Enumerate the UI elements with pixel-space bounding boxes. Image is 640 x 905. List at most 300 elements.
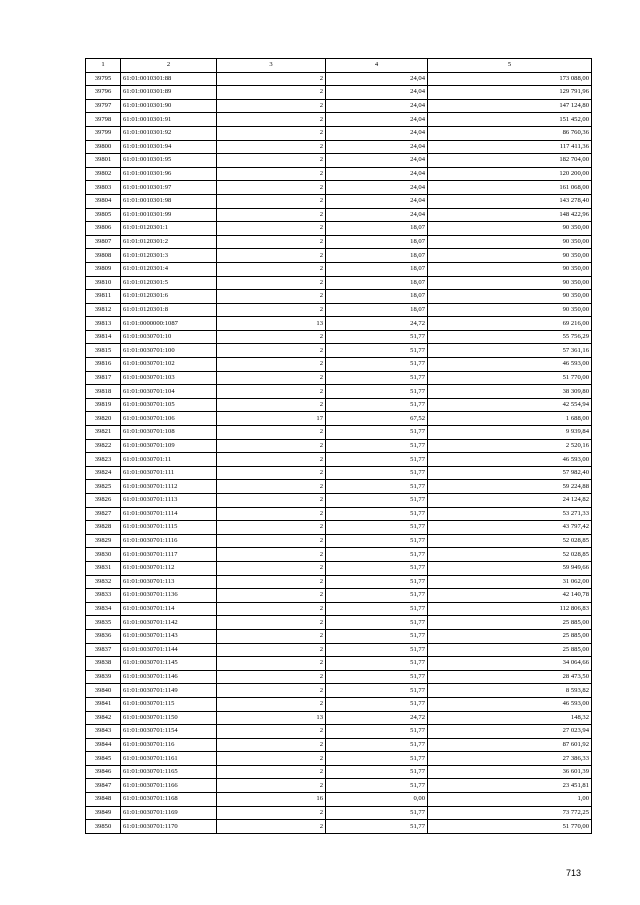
row-number-cell: 39829 [86, 534, 121, 548]
rate-cell: 51,77 [326, 494, 428, 508]
row-number-cell: 39843 [86, 725, 121, 739]
cadastral-number-cell: 61:01:0010301:94 [121, 140, 217, 154]
table-row [86, 276, 592, 290]
row-number-cell: 39801 [86, 154, 121, 168]
row-number-cell: 39811 [86, 290, 121, 304]
value-cell: 28 473,50 [428, 670, 592, 684]
cadastral-number-cell: 61:01:0030701:115 [121, 697, 217, 711]
code-cell: 2 [217, 725, 326, 739]
code-cell: 2 [217, 521, 326, 535]
cadastral-number-cell: 61:01:0030701:1149 [121, 684, 217, 698]
cadastral-number-cell: 61:01:0000000:1087 [121, 317, 217, 331]
code-cell: 2 [217, 113, 326, 127]
row-number-cell: 39816 [86, 358, 121, 372]
rate-cell: 24,04 [326, 113, 428, 127]
table-row [86, 480, 592, 494]
code-cell: 2 [217, 602, 326, 616]
cadastral-number-cell: 61:01:0010301:97 [121, 181, 217, 195]
code-cell: 2 [217, 494, 326, 508]
row-number-cell: 39814 [86, 330, 121, 344]
row-number-cell: 39834 [86, 602, 121, 616]
table-row [86, 752, 592, 766]
cadastral-number-cell: 61:01:0010301:95 [121, 154, 217, 168]
code-cell: 2 [217, 249, 326, 263]
code-cell: 2 [217, 262, 326, 276]
table-row [86, 806, 592, 820]
table-row [86, 616, 592, 630]
row-number-cell: 39835 [86, 616, 121, 630]
cadastral-number-cell: 61:01:0030701:116 [121, 738, 217, 752]
row-number-cell: 39800 [86, 140, 121, 154]
code-cell: 2 [217, 222, 326, 236]
row-number-cell: 39828 [86, 521, 121, 535]
table-row [86, 412, 592, 426]
rate-cell: 51,77 [326, 466, 428, 480]
table-row [86, 657, 592, 671]
code-cell: 2 [217, 507, 326, 521]
row-number-cell: 39838 [86, 657, 121, 671]
cadastral-number-cell: 61:01:0030701:108 [121, 426, 217, 440]
rate-cell: 51,77 [326, 344, 428, 358]
table-row [86, 697, 592, 711]
code-cell: 2 [217, 616, 326, 630]
table-row [86, 779, 592, 793]
table-row [86, 99, 592, 113]
code-cell: 2 [217, 181, 326, 195]
rate-cell: 24,04 [326, 167, 428, 181]
row-number-cell: 39848 [86, 793, 121, 807]
code-cell: 2 [217, 820, 326, 834]
value-cell: 1 688,00 [428, 412, 592, 426]
table-row [86, 317, 592, 331]
rate-cell: 24,04 [326, 181, 428, 195]
rate-cell: 51,77 [326, 521, 428, 535]
row-number-cell: 39825 [86, 480, 121, 494]
row-number-cell: 39844 [86, 738, 121, 752]
code-cell: 2 [217, 358, 326, 372]
value-cell: 57 982,40 [428, 466, 592, 480]
table-row [86, 670, 592, 684]
cadastral-number-cell: 61:01:0030701:1145 [121, 657, 217, 671]
cadastral-number-cell: 61:01:0030701:103 [121, 371, 217, 385]
rate-cell: 51,77 [326, 752, 428, 766]
table-row [86, 507, 592, 521]
cadastral-number-cell: 61:01:0120301:2 [121, 235, 217, 249]
code-cell: 13 [217, 317, 326, 331]
cadastral-number-cell: 61:01:0030701:1166 [121, 779, 217, 793]
value-cell: 148 422,96 [428, 208, 592, 222]
value-cell: 23 451,81 [428, 779, 592, 793]
cadastral-number-cell: 61:01:0030701:114 [121, 602, 217, 616]
code-cell: 2 [217, 140, 326, 154]
rate-cell: 51,77 [326, 779, 428, 793]
rate-cell: 51,77 [326, 657, 428, 671]
value-cell: 86 760,36 [428, 126, 592, 140]
rate-cell: 24,04 [326, 72, 428, 86]
row-number-cell: 39804 [86, 194, 121, 208]
value-cell: 69 216,00 [428, 317, 592, 331]
table-row [86, 765, 592, 779]
table-row [86, 140, 592, 154]
column-header-5: 5 [428, 59, 592, 73]
code-cell: 2 [217, 126, 326, 140]
code-cell: 2 [217, 276, 326, 290]
rate-cell: 51,77 [326, 358, 428, 372]
value-cell: 9 939,84 [428, 426, 592, 440]
row-number-cell: 39837 [86, 643, 121, 657]
cadastral-number-cell: 61:01:0030701:1146 [121, 670, 217, 684]
table-row [86, 235, 592, 249]
table-row [86, 426, 592, 440]
rate-cell: 51,77 [326, 453, 428, 467]
value-cell: 148,32 [428, 711, 592, 725]
table-row [86, 643, 592, 657]
code-cell: 2 [217, 385, 326, 399]
row-number-cell: 39820 [86, 412, 121, 426]
rate-cell: 51,77 [326, 602, 428, 616]
value-cell: 1,00 [428, 793, 592, 807]
rate-cell: 24,04 [326, 140, 428, 154]
value-cell: 117 411,36 [428, 140, 592, 154]
code-cell: 2 [217, 439, 326, 453]
code-cell: 2 [217, 752, 326, 766]
row-number-cell: 39826 [86, 494, 121, 508]
value-cell: 52 028,85 [428, 534, 592, 548]
code-cell: 2 [217, 290, 326, 304]
table-row [86, 262, 592, 276]
cadastral-number-cell: 61:01:0030701:1168 [121, 793, 217, 807]
code-cell: 2 [217, 344, 326, 358]
code-cell: 2 [217, 398, 326, 412]
table-row [86, 589, 592, 603]
cadastral-number-cell: 61:01:0030701:1143 [121, 629, 217, 643]
rate-cell: 51,77 [326, 426, 428, 440]
cadastral-number-cell: 61:01:0030701:113 [121, 575, 217, 589]
row-number-cell: 39809 [86, 262, 121, 276]
code-cell: 2 [217, 330, 326, 344]
value-cell: 90 350,00 [428, 276, 592, 290]
rate-cell: 24,04 [326, 126, 428, 140]
cadastral-number-cell: 61:01:0030701:1113 [121, 494, 217, 508]
code-cell: 2 [217, 86, 326, 100]
rate-cell: 51,77 [326, 697, 428, 711]
rate-cell: 67,52 [326, 412, 428, 426]
rate-cell: 51,77 [326, 616, 428, 630]
row-number-cell: 39839 [86, 670, 121, 684]
cadastral-number-cell: 61:01:0030701:105 [121, 398, 217, 412]
table-row [86, 453, 592, 467]
row-number-cell: 39836 [86, 629, 121, 643]
rate-cell: 51,77 [326, 398, 428, 412]
cadastral-number-cell: 61:01:0030701:1170 [121, 820, 217, 834]
cadastral-number-cell: 61:01:0010301:98 [121, 194, 217, 208]
rate-cell: 51,77 [326, 765, 428, 779]
rate-cell: 51,77 [326, 629, 428, 643]
table-row [86, 344, 592, 358]
table-row [86, 561, 592, 575]
rate-cell: 51,77 [326, 371, 428, 385]
table-row [86, 725, 592, 739]
page-number: 713 [566, 868, 582, 878]
table-row [86, 303, 592, 317]
table-row [86, 439, 592, 453]
code-cell: 2 [217, 684, 326, 698]
row-number-cell: 39803 [86, 181, 121, 195]
code-cell: 2 [217, 589, 326, 603]
code-cell: 2 [217, 72, 326, 86]
cadastral-number-cell: 61:01:0030701:106 [121, 412, 217, 426]
cadastral-number-cell: 61:01:0030701:11 [121, 453, 217, 467]
code-cell: 2 [217, 453, 326, 467]
cadastral-number-cell: 61:01:0010301:92 [121, 126, 217, 140]
rate-cell: 51,77 [326, 575, 428, 589]
row-number-cell: 39818 [86, 385, 121, 399]
table-row [86, 684, 592, 698]
row-number-cell: 39850 [86, 820, 121, 834]
row-number-cell: 39849 [86, 806, 121, 820]
value-cell: 90 350,00 [428, 235, 592, 249]
table-row [86, 154, 592, 168]
header-row [86, 59, 592, 73]
rate-cell: 51,77 [326, 561, 428, 575]
table-row [86, 521, 592, 535]
row-number-cell: 39819 [86, 398, 121, 412]
rate-cell: 51,77 [326, 684, 428, 698]
value-cell: 42 554,94 [428, 398, 592, 412]
rate-cell: 51,77 [326, 439, 428, 453]
table-row [86, 629, 592, 643]
code-cell: 2 [217, 194, 326, 208]
row-number-cell: 39827 [86, 507, 121, 521]
code-cell: 2 [217, 765, 326, 779]
rate-cell: 51,77 [326, 589, 428, 603]
cadastral-number-cell: 61:01:0030701:1161 [121, 752, 217, 766]
code-cell: 2 [217, 657, 326, 671]
rate-cell: 18,07 [326, 235, 428, 249]
cadastral-number-cell: 61:01:0030701:1142 [121, 616, 217, 630]
cadastral-number-cell: 61:01:0120301:5 [121, 276, 217, 290]
row-number-cell: 39797 [86, 99, 121, 113]
value-cell: 38 309,80 [428, 385, 592, 399]
code-cell: 16 [217, 793, 326, 807]
rate-cell: 24,04 [326, 86, 428, 100]
table-row [86, 738, 592, 752]
rate-cell: 24,72 [326, 711, 428, 725]
value-cell: 25 885,00 [428, 629, 592, 643]
value-cell: 52 028,85 [428, 548, 592, 562]
rate-cell: 24,04 [326, 208, 428, 222]
cadastral-number-cell: 61:01:0010301:99 [121, 208, 217, 222]
value-cell: 173 088,00 [428, 72, 592, 86]
table-row [86, 575, 592, 589]
row-number-cell: 39813 [86, 317, 121, 331]
cadastral-number-cell: 61:01:0030701:1154 [121, 725, 217, 739]
code-cell: 2 [217, 154, 326, 168]
cadastral-number-cell: 61:01:0010301:88 [121, 72, 217, 86]
value-cell: 27 386,33 [428, 752, 592, 766]
code-cell: 2 [217, 480, 326, 494]
table-row [86, 72, 592, 86]
cadastral-number-cell: 61:01:0120301:4 [121, 262, 217, 276]
value-cell: 55 756,29 [428, 330, 592, 344]
code-cell: 17 [217, 412, 326, 426]
value-cell: 46 593,00 [428, 697, 592, 711]
table-row [86, 194, 592, 208]
table-row [86, 548, 592, 562]
cadastral-number-cell: 61:01:0030701:1150 [121, 711, 217, 725]
rate-cell: 18,07 [326, 222, 428, 236]
row-number-cell: 39802 [86, 167, 121, 181]
value-cell: 182 704,00 [428, 154, 592, 168]
row-number-cell: 39810 [86, 276, 121, 290]
rate-cell: 51,77 [326, 330, 428, 344]
table-row [86, 290, 592, 304]
cadastral-number-cell: 61:01:0030701:111 [121, 466, 217, 480]
row-number-cell: 39815 [86, 344, 121, 358]
code-cell: 2 [217, 548, 326, 562]
table-row [86, 86, 592, 100]
value-cell: 90 350,00 [428, 222, 592, 236]
cadastral-number-cell: 61:01:0120301:8 [121, 303, 217, 317]
value-cell: 42 140,78 [428, 589, 592, 603]
value-cell: 34 064,66 [428, 657, 592, 671]
value-cell: 46 593,00 [428, 358, 592, 372]
table-row [86, 385, 592, 399]
row-number-cell: 39806 [86, 222, 121, 236]
rate-cell: 51,77 [326, 507, 428, 521]
rate-cell: 24,04 [326, 194, 428, 208]
code-cell: 2 [217, 779, 326, 793]
value-cell: 59 224,88 [428, 480, 592, 494]
cadastral-number-cell: 61:01:0030701:109 [121, 439, 217, 453]
table-row [86, 494, 592, 508]
row-number-cell: 39812 [86, 303, 121, 317]
data-table [85, 58, 592, 834]
row-number-cell: 39845 [86, 752, 121, 766]
value-cell: 73 772,25 [428, 806, 592, 820]
cadastral-number-cell: 61:01:0030701:10 [121, 330, 217, 344]
rate-cell: 18,07 [326, 303, 428, 317]
value-cell: 151 452,00 [428, 113, 592, 127]
code-cell: 2 [217, 235, 326, 249]
row-number-cell: 39824 [86, 466, 121, 480]
cadastral-number-cell: 61:01:0030701:1165 [121, 765, 217, 779]
value-cell: 112 806,83 [428, 602, 592, 616]
value-cell: 90 350,00 [428, 303, 592, 317]
code-cell: 2 [217, 629, 326, 643]
rate-cell: 51,77 [326, 534, 428, 548]
row-number-cell: 39833 [86, 589, 121, 603]
table-body [86, 72, 592, 833]
row-number-cell: 39842 [86, 711, 121, 725]
table-row [86, 181, 592, 195]
table-row [86, 113, 592, 127]
cadastral-number-cell: 61:01:0030701:1136 [121, 589, 217, 603]
code-cell: 2 [217, 575, 326, 589]
rate-cell: 18,07 [326, 249, 428, 263]
row-number-cell: 39796 [86, 86, 121, 100]
value-cell: 51 770,00 [428, 371, 592, 385]
value-cell: 24 124,82 [428, 494, 592, 508]
code-cell: 2 [217, 806, 326, 820]
value-cell: 53 271,33 [428, 507, 592, 521]
rate-cell: 18,07 [326, 276, 428, 290]
table-row [86, 126, 592, 140]
table-row [86, 466, 592, 480]
row-number-cell: 39847 [86, 779, 121, 793]
code-cell: 2 [217, 670, 326, 684]
rate-cell: 51,77 [326, 480, 428, 494]
row-number-cell: 39831 [86, 561, 121, 575]
code-cell: 2 [217, 697, 326, 711]
cadastral-number-cell: 61:01:0010301:91 [121, 113, 217, 127]
cadastral-number-cell: 61:01:0030701:1116 [121, 534, 217, 548]
table-row [86, 249, 592, 263]
rate-cell: 24,72 [326, 317, 428, 331]
code-cell: 2 [217, 167, 326, 181]
cadastral-number-cell: 61:01:0010301:89 [121, 86, 217, 100]
column-header-4: 4 [326, 59, 428, 73]
cadastral-number-cell: 61:01:0030701:1115 [121, 521, 217, 535]
cadastral-number-cell: 61:01:0030701:102 [121, 358, 217, 372]
row-number-cell: 39795 [86, 72, 121, 86]
column-header-2: 2 [121, 59, 217, 73]
value-cell: 43 797,42 [428, 521, 592, 535]
rate-cell: 51,77 [326, 738, 428, 752]
table-row [86, 371, 592, 385]
value-cell: 31 062,00 [428, 575, 592, 589]
rate-cell: 51,77 [326, 670, 428, 684]
code-cell: 2 [217, 303, 326, 317]
code-cell: 2 [217, 99, 326, 113]
value-cell: 129 791,96 [428, 86, 592, 100]
cadastral-number-cell: 61:01:0030701:100 [121, 344, 217, 358]
value-cell: 90 350,00 [428, 249, 592, 263]
rate-cell: 51,77 [326, 385, 428, 399]
value-cell: 2 520,16 [428, 439, 592, 453]
value-cell: 36 601,39 [428, 765, 592, 779]
value-cell: 120 200,00 [428, 167, 592, 181]
value-cell: 27 023,94 [428, 725, 592, 739]
row-number-cell: 39832 [86, 575, 121, 589]
row-number-cell: 39830 [86, 548, 121, 562]
rate-cell: 18,07 [326, 262, 428, 276]
row-number-cell: 39817 [86, 371, 121, 385]
rate-cell: 51,77 [326, 548, 428, 562]
cadastral-number-cell: 61:01:0030701:1169 [121, 806, 217, 820]
value-cell: 143 278,40 [428, 194, 592, 208]
row-number-cell: 39808 [86, 249, 121, 263]
row-number-cell: 39798 [86, 113, 121, 127]
value-cell: 59 949,66 [428, 561, 592, 575]
value-cell: 87 601,92 [428, 738, 592, 752]
cadastral-number-cell: 61:01:0030701:1114 [121, 507, 217, 521]
cadastral-number-cell: 61:01:0030701:112 [121, 561, 217, 575]
row-number-cell: 39821 [86, 426, 121, 440]
rate-cell: 0,00 [326, 793, 428, 807]
cadastral-number-cell: 61:01:0030701:1117 [121, 548, 217, 562]
cadastral-number-cell: 61:01:0010301:96 [121, 167, 217, 181]
row-number-cell: 39822 [86, 439, 121, 453]
table-row [86, 793, 592, 807]
rate-cell: 51,77 [326, 725, 428, 739]
column-header-1: 1 [86, 59, 121, 73]
value-cell: 8 593,82 [428, 684, 592, 698]
cadastral-number-cell: 61:01:0030701:104 [121, 385, 217, 399]
table-row [86, 167, 592, 181]
code-cell: 2 [217, 371, 326, 385]
code-cell: 13 [217, 711, 326, 725]
